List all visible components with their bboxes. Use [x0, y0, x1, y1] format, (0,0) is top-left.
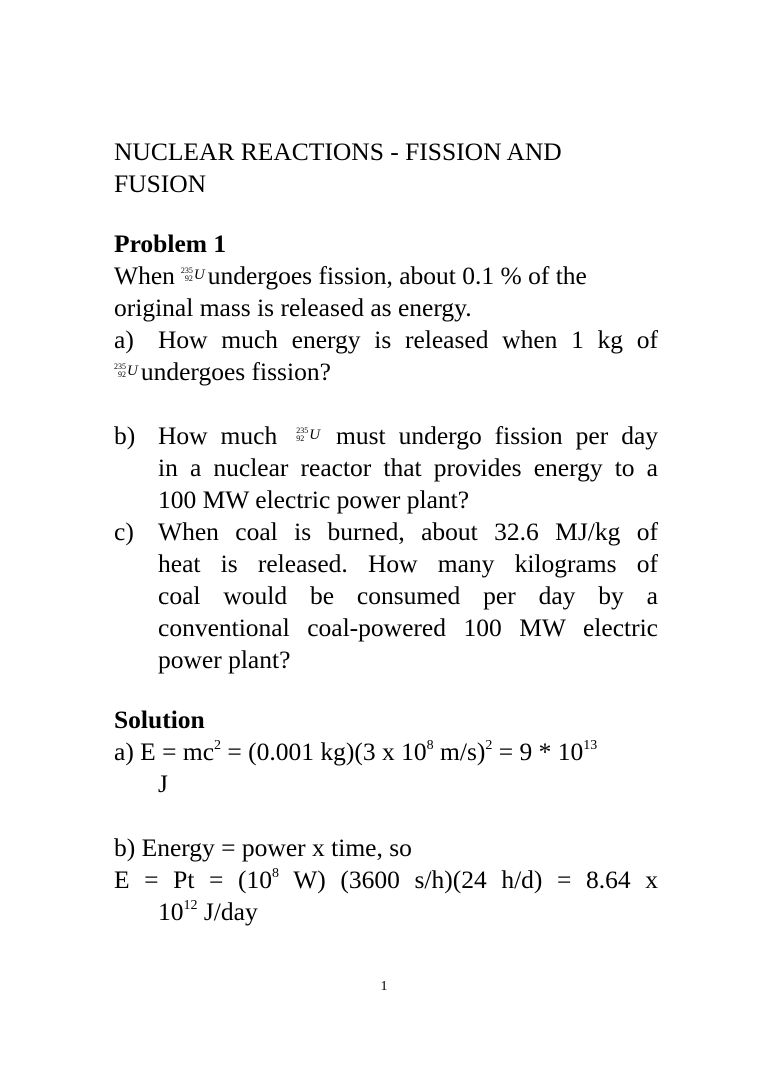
- question-c-line-1: When coal is burned, about 32.6 MJ/kg of: [158, 517, 658, 546]
- question-a-line-2: [114, 356, 658, 388]
- solution-b-line-2: [114, 864, 658, 896]
- solution-text: a) E = mc: [114, 737, 215, 766]
- isotope-symbol: U: [309, 426, 321, 443]
- solution-text: J/day: [197, 897, 258, 926]
- isotope-mass-number: 235: [114, 362, 126, 372]
- question-c-body: [158, 516, 658, 676]
- question-b-label: b): [114, 421, 136, 450]
- document-title-line-2: FUSION: [114, 169, 207, 198]
- isotope-atomic-number: 92: [296, 434, 305, 444]
- solution-a-line-2: J: [158, 769, 168, 798]
- question-b: [114, 420, 658, 516]
- problem-heading: Problem 1: [114, 229, 227, 258]
- question-a-text: undergoes fission?: [140, 357, 331, 386]
- question-c-line-5: power plant?: [158, 645, 291, 674]
- uranium-isotope: [296, 427, 320, 443]
- question-a: [114, 324, 658, 356]
- spacer: [114, 388, 658, 420]
- solution-text: = 9 * 10: [492, 737, 584, 766]
- isotope-symbol: U: [127, 362, 138, 379]
- exponent: 8: [426, 737, 434, 753]
- question-c-line-2: heat is released. How many kilograms of: [158, 549, 658, 578]
- isotope-mass-number: 235: [296, 426, 309, 436]
- question-c-label: c): [114, 517, 134, 546]
- exponent: 13: [583, 737, 598, 753]
- exponent: 2: [214, 737, 222, 753]
- solution-text: W) (3600 s/h)(24 h/d) = 8.64 x: [279, 865, 658, 894]
- uranium-isotope: [114, 363, 138, 379]
- question-c: [114, 516, 658, 676]
- question-b-line-1: [158, 420, 658, 452]
- spacer: [114, 800, 658, 832]
- isotope-atomic-number: 92: [184, 274, 193, 284]
- isotope-symbol: U: [193, 266, 205, 283]
- exponent: 2: [485, 737, 493, 753]
- document-title-line-1: NUCLEAR REACTIONS - FISSION AND: [114, 137, 562, 166]
- solution-text: m/s): [433, 737, 486, 766]
- solution-heading: Solution: [114, 705, 205, 734]
- question-c-line-4: conventional coal-powered 100 MW electric: [158, 613, 658, 642]
- problem-intro-line-2: original mass is released as energy.: [114, 293, 472, 322]
- problem-intro-text: When: [114, 261, 175, 290]
- solution-a-line-1: [114, 736, 658, 768]
- isotope-atomic-number: 92: [118, 370, 126, 380]
- solution-b-line-3: [114, 896, 658, 928]
- solution-text: E = Pt = (10: [114, 865, 273, 894]
- question-b-text: must undergo fission per day: [336, 421, 659, 450]
- question-c-line-3: coal would be consumed per day by a: [158, 581, 658, 610]
- question-b-text: How much: [158, 421, 278, 450]
- solution-text: 10: [158, 897, 184, 926]
- problem-intro-text: undergoes fission, about 0.1 % of the: [207, 261, 587, 290]
- document-page: [114, 136, 658, 928]
- question-b-line-2: in a nuclear reactor that provides energy to a: [158, 453, 658, 482]
- isotope-mass-number: 235: [180, 266, 193, 276]
- solution-text: = (0.001 kg)(3 x 10: [221, 737, 427, 766]
- question-a-line-1: How much energy is released when 1 kg of: [158, 325, 658, 354]
- problem-intro-line-1: [114, 260, 658, 292]
- exponent: 12: [183, 897, 198, 913]
- question-a-label: a): [114, 325, 134, 354]
- question-b-body: [158, 420, 658, 516]
- page-number: 1: [380, 979, 388, 994]
- exponent: 8: [272, 865, 280, 881]
- solution-b-line-1: b) Energy = power x time, so: [114, 833, 412, 862]
- uranium-isotope: [181, 267, 205, 283]
- question-b-line-3: 100 MW electric power plant?: [158, 485, 470, 514]
